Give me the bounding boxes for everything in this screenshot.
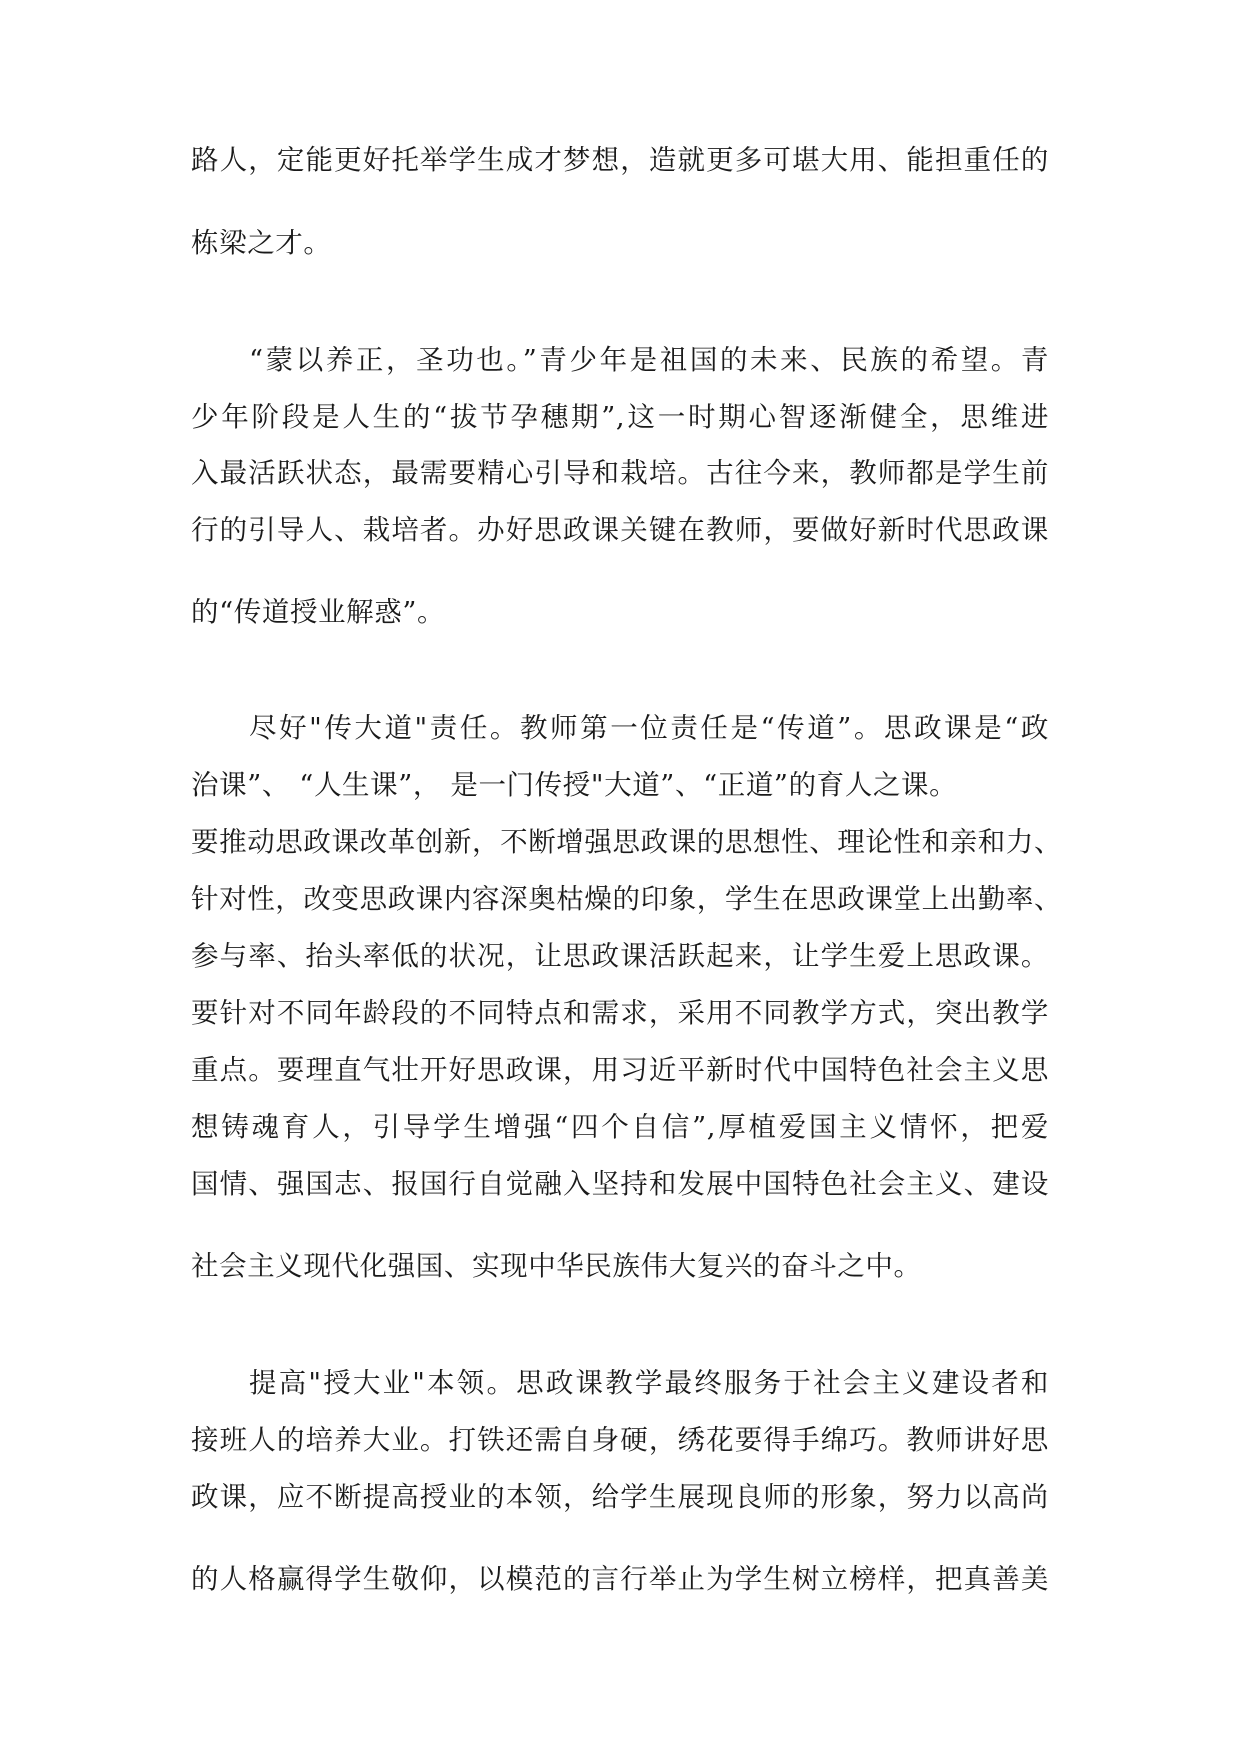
paragraph-first-line: 提高"授大业"本领。思政课教学最终服务于社会主义建设者和 — [249, 1367, 1049, 1399]
text-line: 路人，定能更好托举学生成才梦想，造就更多可堪大用、能担重任的 — [191, 144, 1049, 176]
text-line: 要针对不同年龄段的不同特点和需求，采用不同教学方式，突出教学 — [191, 997, 1049, 1029]
text-line: 重点。要理直气壮开好思政课，用习近平新时代中国特色社会主义思 — [191, 1054, 1049, 1086]
text-line: 栋梁之才。 — [191, 227, 332, 259]
text-line: 少年阶段是人生的“拔节孕穗期”,这一时期心智逐渐健全，思维进 — [191, 401, 1049, 433]
text-line: 想铸魂育人，引导学生增强“四个自信”,厚植爱国主义情怀，把爱 — [191, 1111, 1049, 1143]
text-line: 要推动思政课改革创新，不断增强思政课的思想性、理论性和亲和力、 — [191, 826, 1063, 858]
text-line: 的人格赢得学生敬仰，以模范的言行举止为学生树立榜样，把真善美 — [191, 1563, 1049, 1595]
paragraph-first-line: 尽好"传大道"责任。教师第一位责任是“传道”。思政课是“政 — [249, 712, 1049, 744]
text-line: 政课，应不断提高授业的本领，给学生展现良师的形象，努力以高尚 — [191, 1481, 1049, 1513]
text-line: 接班人的培养大业。打铁还需自身硬，绣花要得手绵巧。教师讲好思 — [191, 1424, 1049, 1456]
text-line: 国情、强国志、报国行自觉融入坚持和发展中国特色社会主义、建设 — [191, 1168, 1049, 1200]
text-line: 参与率、抬头率低的状况，让思政课活跃起来，让学生爱上思政课。 — [191, 940, 1049, 972]
text-line: 的“传道授业解惑”。 — [191, 596, 446, 628]
text-line: 社会主义现代化强国、实现中华民族伟大复兴的奋斗之中。 — [191, 1250, 922, 1282]
paragraph-first-line: “蒙以养正，圣功也。”青少年是祖国的未来、民族的希望。青 — [249, 344, 1049, 376]
text-line: 针对性，改变思政课内容深奥枯燥的印象，学生在思政课堂上出勤率、 — [191, 883, 1063, 915]
text-line: 治课”、 “人生课”， 是一门传授"大道”、“正道”的育人之课。 — [191, 769, 958, 801]
text-line: 行的引导人、栽培者。办好思政课关键在教师，要做好新时代思政课 — [191, 514, 1049, 546]
text-line: 入最活跃状态，最需要精心引导和栽培。古往今来，教师都是学生前 — [191, 457, 1049, 489]
